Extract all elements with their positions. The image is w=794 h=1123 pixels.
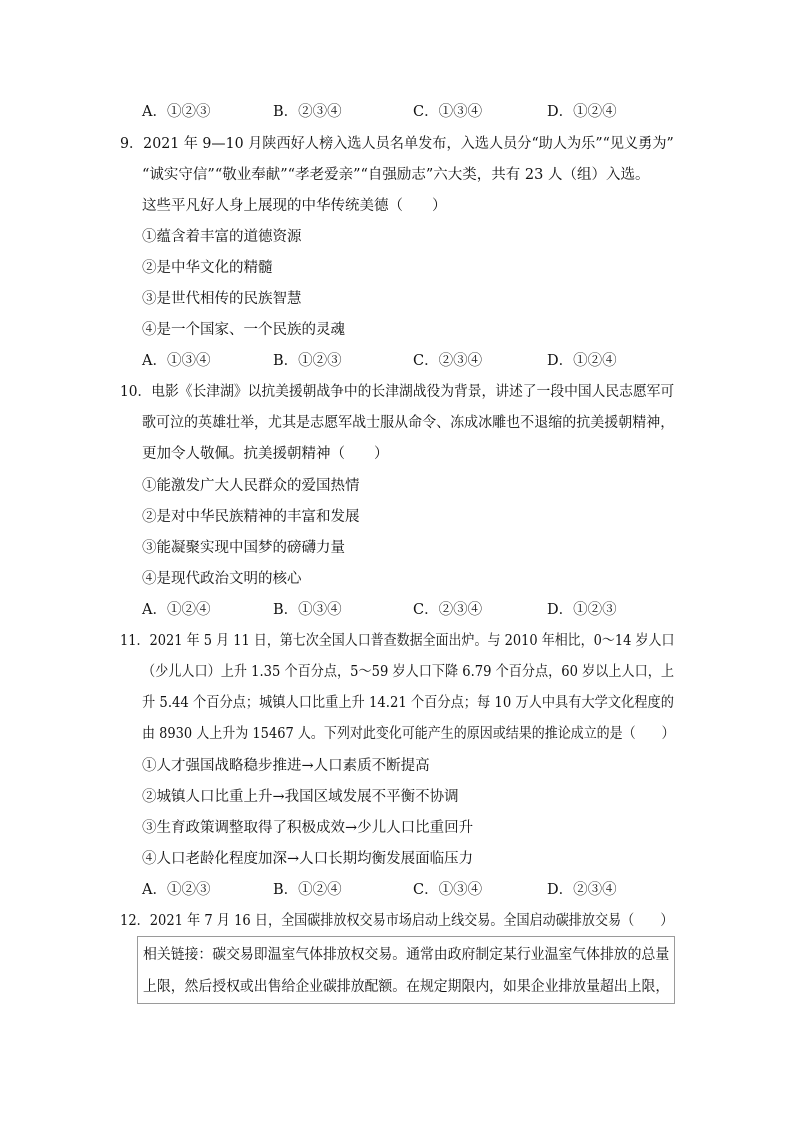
q8-option-c[interactable]: C．①③④ [413,104,483,120]
q11-item-3: ③生育政策调整取得了积极成效→少儿人口比重回升 [142,820,474,836]
q11-option-a[interactable]: A．①②③ [142,882,211,898]
q9-item-1: ①蕴含着丰富的道德资源 [142,229,302,245]
q11-item-2: ②城镇人口比重上升→我国区域发展不平衡不协调 [142,789,459,805]
q10-option-d[interactable]: D．①②③ [547,602,617,618]
q9-item-4: ④是一个国家、一个民族的灵魂 [142,322,345,338]
q11-option-d[interactable]: D．②③④ [547,882,617,898]
q11-options [142,880,702,900]
q9-item-3: ③是世代相传的民族智慧 [142,291,302,307]
q10-stem-line-3: 更加令人敬佩。抗美援朝精神（ ） [142,446,389,462]
q10-stem-line-1: 10．电影《长津湖》以抗美援朝战争中的长津湖战役为背景，讲述了一段中国人民志愿军可 [120,384,675,400]
related-link-box [137,936,675,1004]
q10-item-1: ①能激发广大人民群众的爱国热情 [142,478,360,494]
q11-option-b[interactable]: B．①②④ [273,882,342,898]
q10-options [142,600,702,620]
q9-option-d[interactable]: D．①②④ [547,353,617,369]
q11-option-c[interactable]: C．①③④ [413,882,483,898]
q9-stem-line-3: 这些平凡好人身上展现的中华传统美德（ ） [142,198,447,214]
q9-stem-line-1: 9．2021 年 9—10 月陕西好人榜入选人员名单发布，入选人员分“助人为乐”“见义勇为” [120,136,674,152]
q11-stem-line-3: 升 5.44 个百分点；城镇人口比重上升 14.21 个百分点；每 10 万人中具有大学文化程度的 [142,695,674,711]
q8-option-d[interactable]: D．①②④ [547,104,617,120]
q11-stem-line-4: 由 8930 人上升为 15467 人。下列对此变化可能产生的原因或结果的推论成立的是（ ） [142,726,675,742]
q11-stem-line-2: （少儿人口）上升 1.35 个百分点，5～59 岁人口下降 6.79 个百分点，60 岁以上人口，上 [142,664,675,680]
q10-item-2: ②是对中华民族精神的丰富和发展 [142,509,360,525]
q10-stem-line-2: 歌可泣的英雄壮举，尤其是志愿军战士服从命令、冻成冰雕也不退缩的抗美援朝精神， [142,415,675,431]
q9-option-a[interactable]: A．①③④ [142,353,211,369]
q10-item-4: ④是现代政治文明的核心 [142,571,302,587]
q9-option-b[interactable]: B．①②③ [273,353,342,369]
q10-option-c[interactable]: C．②③④ [413,602,483,618]
related-link-line-2: 上限，然后授权或出售给企业碳排放配额。在规定期限内，如果企业排放量超出上限， [143,979,670,995]
q8-options [142,102,702,122]
q8-option-b[interactable]: B．②③④ [273,104,342,120]
q9-stem-line-2: “诚实守信”“敬业奉献”“孝老爱亲”“自强励志”六大类，共有 23 人（组）入选。 [142,167,650,183]
q11-stem-line-1: 11．2021 年 5 月 11 日，第七次全国人口普查数据全面出炉。与 2010 年相比，0～14 岁人口 [120,633,675,649]
q10-item-3: ③能凝聚实现中国梦的磅礴力量 [142,540,345,556]
q11-item-4: ④人口老龄化程度加深→人口长期均衡发展面临压力 [142,851,474,867]
q11-item-1: ①人才强国战略稳步推进→人口素质不断提高 [142,758,430,774]
related-link-line-1: 相关链接：碳交易即温室气体排放权交易。通常由政府制定某行业温室气体排放的总量 [143,947,670,963]
q9-item-2: ②是中华文化的精髓 [142,260,273,276]
q10-option-b[interactable]: B．①③④ [273,602,342,618]
q9-option-c[interactable]: C．②③④ [413,353,483,369]
q12-stem: 12．2021 年 7 月 16 日，全国碳排放权交易市场启动上线交易。全国启动碳排放交易（ ） [120,913,674,929]
q8-option-a[interactable]: A．①②③ [142,104,211,120]
q9-options [142,351,702,371]
q10-option-a[interactable]: A．①②④ [142,602,211,618]
